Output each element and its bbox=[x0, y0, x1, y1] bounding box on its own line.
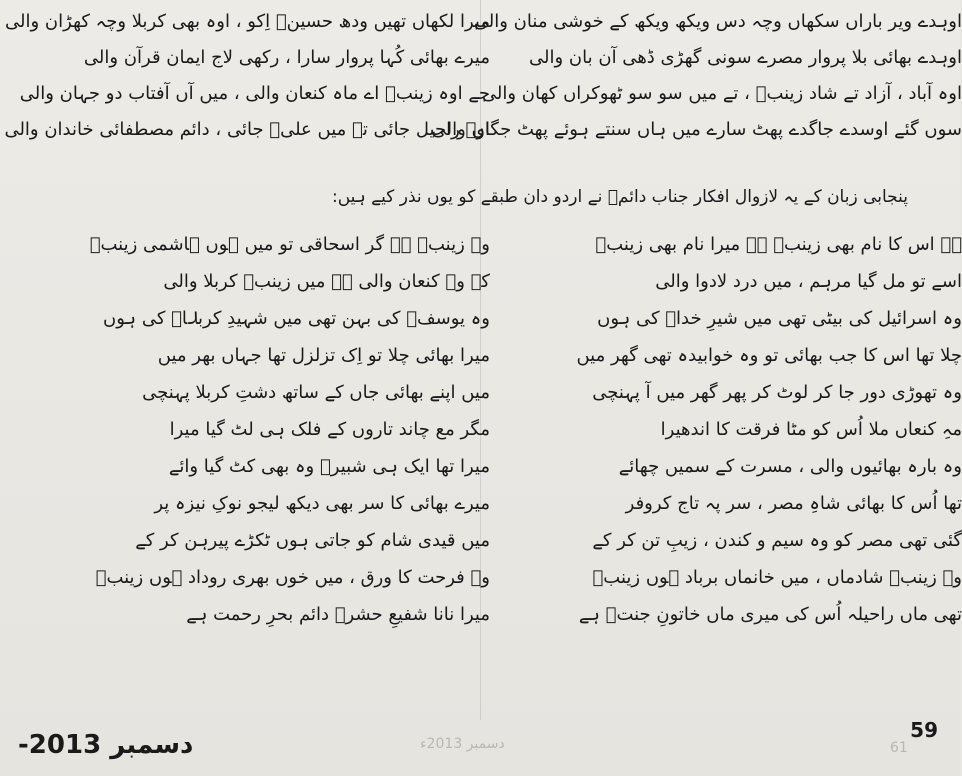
intro-line: پنجابی زبان کے یہ لازوال افکار جناب دائمؔ نے اردو دان طبقے کو یوں نذر کیے ہیں: bbox=[332, 187, 908, 207]
verse-line: مگر مع چاند تاروں کے فلک ہی لٹ گیا میرا bbox=[169, 419, 490, 440]
verse-line: وہ یوسفؑ کی بہن تھی میں شہیدِ کربلاؑ کی ہوں bbox=[103, 308, 490, 329]
verse-line: میرا لکھاں تھیں ودھ حسینؑ اِکو ، اوہ بھی کربلا وچہ کھڑان والی bbox=[5, 11, 490, 32]
verse-line: میں اپنے بھائی جاں کے ساتھ دشتِ کربلا پہنچی bbox=[142, 382, 490, 403]
verse-line: اوہدے بھائی بلا پروار مصرے سونی گھڑی ڈھی آن بان والی bbox=[529, 47, 962, 68]
verse-line: میرا تھا ایک ہی شبیرؑ وہ بھی کٹ گیا وائے bbox=[168, 456, 490, 477]
verse-line: اوہ راحیل جائی تے میں علیؑ جائی ، دائم مصطفائی خاندان والی bbox=[4, 119, 490, 140]
verse-line: تھا اُس کا بھائی شاہِ مصر ، سر پہ تاج کروفر bbox=[625, 493, 962, 514]
verse-line: میں قیدی شام کو جاتی ہوں ٹکڑے پیرہن کر کے bbox=[135, 530, 490, 551]
show-through-text: 61 bbox=[890, 740, 908, 756]
verse-line: میرے بھائی کُہا پروار سارا ، رکھی لاج ایمان قرآن والی bbox=[83, 47, 490, 68]
verse-line: چلا تھا اس کا جب بھائی تو وہ خوابیدہ تھی گھر میں bbox=[576, 345, 962, 366]
verse-line: وہ زینبؑ شادماں ، میں خانماں برباد ہوں زینبؑ bbox=[592, 567, 962, 588]
top-verses-right-column bbox=[431, 4, 962, 148]
verse-line: وہ فرحت کا ورق ، میں خوں بھری روداد ہوں زینبؑ bbox=[95, 567, 490, 588]
verse-line: وہ زینبؑ ہے گر اسحاقی تو میں ہوں ہاشمی زینبؑ bbox=[89, 234, 490, 255]
verse-line: وہ تھوڑی دور جا کر لوٹ کر پھر گھر میں آ پہنچی bbox=[592, 382, 962, 403]
verse-line: میرا نانا شفیعِ حشرؐ دائم بحرِ رحمت ہے bbox=[186, 604, 490, 625]
verse-line: میرا بھائی چلا تو اِک تزلزل تھا جہاں بھر میں bbox=[157, 345, 490, 366]
page-number: 59 bbox=[910, 718, 938, 742]
verse-line: اسے تو مل گیا مرہم ، میں درد لادوا والی bbox=[655, 271, 962, 292]
verse-line: اوہ آباد ، آزاد تے شاد زینبؑ ، تے میں سو سو ٹھوکراں کھان والی bbox=[481, 83, 962, 104]
verse-line: اوہدے ویر باراں سکھاں وچہ دس ویکھ ویکھ کے خوشی منان والی bbox=[473, 11, 962, 32]
verse-line: وہ بارہ بھائیوں والی ، مسرت کے سمیں چھائے bbox=[618, 456, 962, 477]
main-verses-right-column bbox=[492, 226, 962, 633]
verse-line: مہِ کنعاں ملا اُس کو مٹا فرقت کا اندھیرا bbox=[660, 419, 962, 440]
verse-line: وہ اسرائیل کی بیٹی تھی میں شیرِ خداؑ کی ہوں bbox=[597, 308, 962, 329]
verse-line: گئی تھی مصر کو وہ سیم و کندن ، زیبِ تن کر کے bbox=[592, 530, 962, 551]
verse-line: جے اوہ زینبؑ اے ماہ کنعان والی ، میں آں آفتاب دو جہان والی bbox=[19, 83, 490, 104]
issue-date: دسمبر 2013- bbox=[18, 730, 194, 760]
top-verses-left-column bbox=[4, 4, 490, 148]
verse-line: ہے اس کا نام بھی زینبؑ ہے میرا نام بھی زینبؑ bbox=[595, 234, 962, 255]
verse-line: میرے بھائی کا سر بھی دیکھ لیجو نوکِ نیزہ پر bbox=[154, 493, 490, 514]
verse-line: کہ وہ کنعان والی ہے میں زینبؑ کربلا والی bbox=[163, 271, 490, 292]
show-through-text: دسمبر 2013ء bbox=[420, 736, 505, 752]
verse-line: تھی ماں راحیلہ اُس کی میری ماں خاتونِ جنتؑ ہے bbox=[578, 604, 962, 625]
verse-line: سوں گئے اوسدے جاگدے پھٹ سارے میں ہاں سنتے ہوئے پھٹ جگاں والی bbox=[431, 119, 962, 140]
main-verses-left-column bbox=[30, 226, 490, 633]
